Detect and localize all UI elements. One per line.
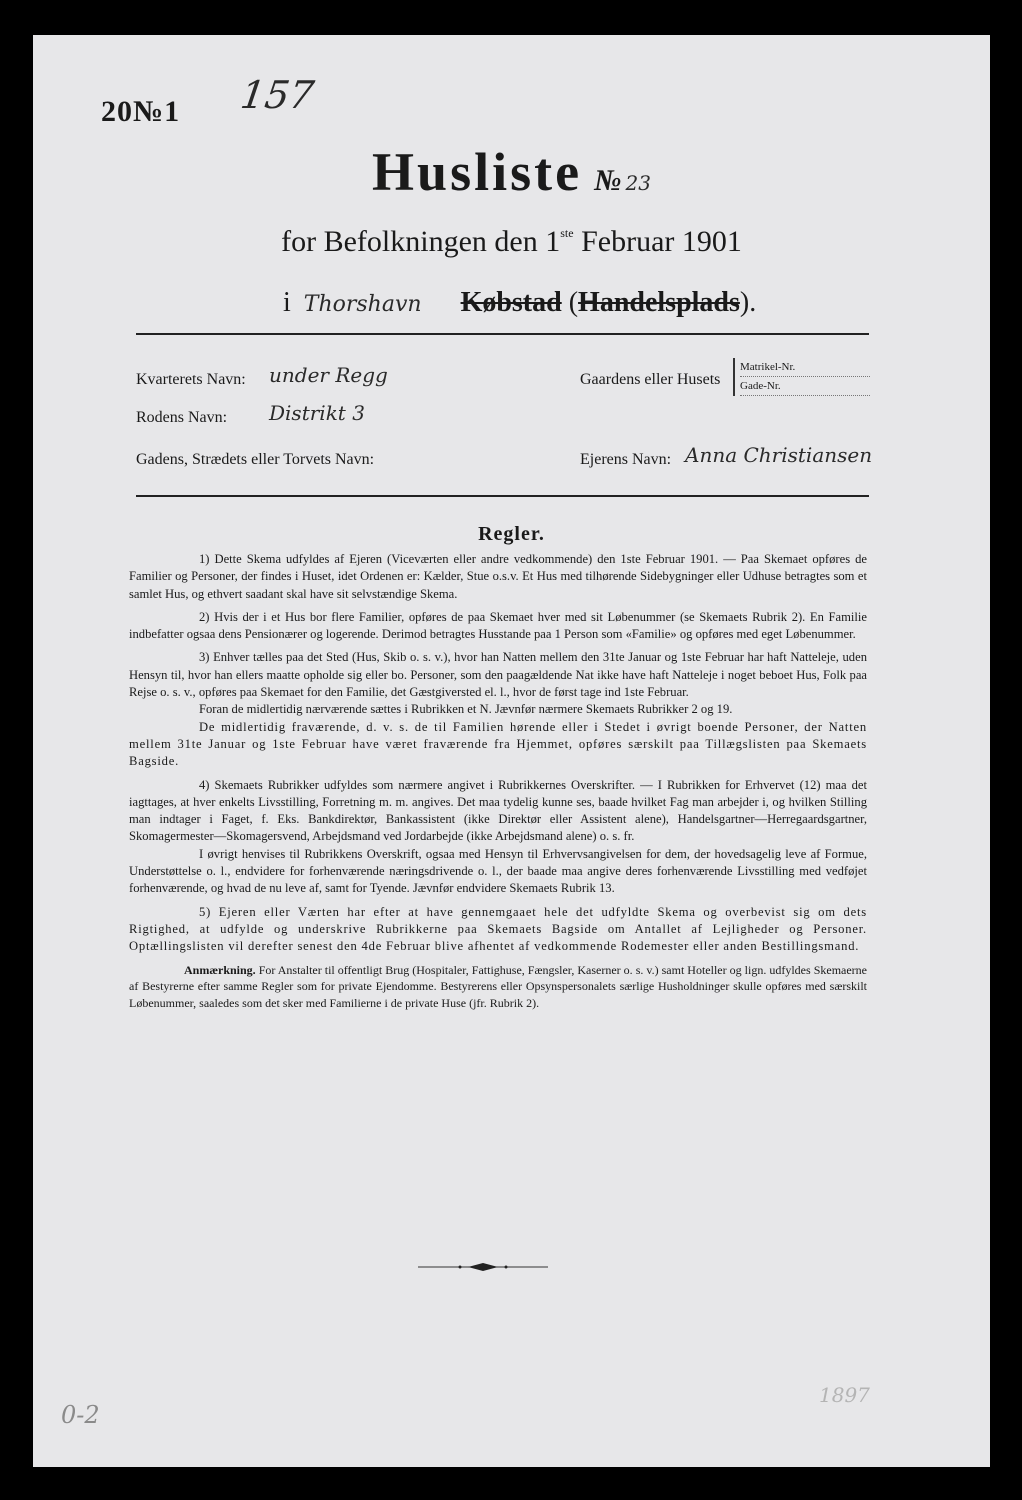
place-prefix: i xyxy=(283,287,291,318)
gade-nr-label: Gade-Nr. xyxy=(740,377,870,396)
subtitle-pre: for Befolkningen den 1 xyxy=(281,225,561,258)
rule-3c: De midlertidig fraværende, d. v. s. de til Familien hørende eller i Stedet i øvrigt boende Personer, der Natten mellem 31te Januar og 1ste Februar have været fraværende fra Hjemmet, opføres særskilt paa Tillægslisten paa Skemaets Bagside. xyxy=(129,719,867,769)
place-type-kobstad: Købstad xyxy=(460,287,562,318)
rule-4b: I øvrigt henvises til Rubrikkens Overskrift, ogsaa med Hensyn til Erhvervsangivelsen for dem, der hovedsagelig leve af Formue, Understøttelse o. l., endvidere for forhenværende næringsdrivende o. l., der baade maa angive deres forhenværende Livsstilling med vedføjet forhenværende, og hvad de nu leve af, samt for Tyende. Jævnfør endvidere Skemaets Rubrik 13. xyxy=(129,846,867,896)
place-line xyxy=(283,287,756,319)
subtitle-post: Februar 1901 xyxy=(573,225,742,258)
rules-heading: Regler. xyxy=(478,523,545,545)
place-name-handwritten: Thorshavn xyxy=(303,292,422,317)
rule-3a: 3) Enhver tælles paa det Sted (Hus, Skib o. s. v.), hvor han Natten mellem den 31te Januar og 1ste Februar har haft Natteleje, uden Hensyn til, hvor han ellers maatte opholde sig eller bo. Personer, som den paagældende Nat ikke have haft Natteleje i noget beboet Hus, Folk paa Rejse o. s. v., opføres paa Skemaet for den Familie, det Gæstgiversted el. l., hvor de først tage ind 1ste Februar. xyxy=(129,650,867,700)
form-subtitle xyxy=(33,225,990,259)
handwritten-page-number: 157 xyxy=(237,73,317,117)
gaard-number-bracket xyxy=(733,358,870,396)
faint-bleed-mark: 1897 xyxy=(819,1383,870,1407)
divider-top xyxy=(136,333,869,335)
title-text: Husliste xyxy=(372,142,583,202)
divider-bottom xyxy=(136,495,869,497)
gaard-label: Gaardens eller Husets xyxy=(580,371,721,388)
note-label: Anmærkning. xyxy=(184,962,256,977)
rule-5: 5) Ejeren eller Værten har efter at have gennemgaaet hele det udfyldte Skema og overbevist sig om dets Rigtighed, at udfylde og underskrive Rubrikkerne paa Skemaets Bagside om Antallet af Lejligheder og Personer. Optællingslisten vil derefter senest den 4de Februar blive afhentet af vedkommende Rodemester eller anden Bestillingsmand. xyxy=(129,904,867,954)
ejer-label: Ejerens Navn: xyxy=(580,451,672,468)
rule-1: 1) Dette Skema udfyldes af Ejeren (Viceværten eller andre vedkommende) den 1ste Februar 1901. — Paa Skemaet opføres de Familier og Personer, der findes i Huset, idet Ordenen er: Kælder, Stue o.s.v. Et Hus med tilhørende Sidebygninger eller Udhuse betragtes som et samlet Hus, og ethvert saadant skal have sit selvstændige Skema. xyxy=(129,552,867,601)
list-number-value: 23 xyxy=(625,171,651,195)
number-label: № xyxy=(594,164,622,197)
rule-note xyxy=(129,962,867,1012)
kvarter-value: under Regg xyxy=(269,363,388,387)
rule-3b: Foran de midlertidig nærværende sættes i Rubrikken et N. Jævnfør nærmere Skemaets Rubrikker 2 og 19. xyxy=(199,702,733,717)
ejer-value: Anna Christiansen xyxy=(685,443,873,467)
rule-2: 2) Hvis der i et Hus bor flere Familier, opføres de paa Skemaet hver med sit Løbenummer (se Skemaets Rubrik 2). En Familie indbefatter ogsaa dens Pensionærer og logerende. Derimod betragtes Husstande paa 1 Person som «Familie» og opføres med eget Løbenummer. xyxy=(129,609,867,642)
paren-open: ( xyxy=(568,287,579,318)
form-title xyxy=(33,141,990,203)
place-type-handelsplads: Handelsplads xyxy=(578,287,740,318)
rule-4a: 4) Skemaets Rubrikker udfyldes som nærmere angivet i Rubrikkernes Overskrifter. — I Rubrikken for Erhvervet (12) maa det iagttages, at hver enkelts Livsstilling, Forretning m. m. angives. Det maa tydelig kunne ses, baade hvilket Fag man arbejder i, og hvilken Stilling man indtager i Faget, f. Eks. Bankdirektør, Bankassistent (ikke Direktør eller Assistent alene), Handelsgartner—Herregaardsgartner, Skomagermester—Skomagersvend, Arbejdsmand ved Jordarbejde (ikke Arbejdsmand alene) o. s. fr. xyxy=(129,777,867,844)
margin-pencil-note: 0-2 xyxy=(61,1401,100,1429)
note-text: For Anstalter til offentligt Brug (Hospitaler, Fattighuse, Fængsler, Kaserner o. s. v.) samt Hoteller og lign. udfyldes Skemaerne af Bestyrerne efter samme Regler som for private Ejendomme. Bestyrerens eller Opsynspersonalets særlige Husholdninger skulle opføres med særskilt Løbenummer, saaledes som det sker med Familierne i de private Huse (jfr. Rubrik 2). xyxy=(129,962,868,1011)
roden-value: Distrikt 3 xyxy=(269,401,365,425)
paren-close: ). xyxy=(739,287,757,318)
ornament-divider xyxy=(418,1261,548,1273)
gade-label: Gadens, Strædets eller Torvets Navn: xyxy=(136,451,375,468)
rules-body xyxy=(129,551,867,1018)
census-form-page xyxy=(33,35,990,1467)
archive-stamp: 20№1 xyxy=(101,95,181,128)
roden-label: Rodens Navn: xyxy=(136,409,228,426)
kvarter-label: Kvarterets Navn: xyxy=(136,371,246,388)
subtitle-sup: ste xyxy=(560,226,574,240)
matrikel-label: Matrikel-Nr. xyxy=(740,358,870,377)
